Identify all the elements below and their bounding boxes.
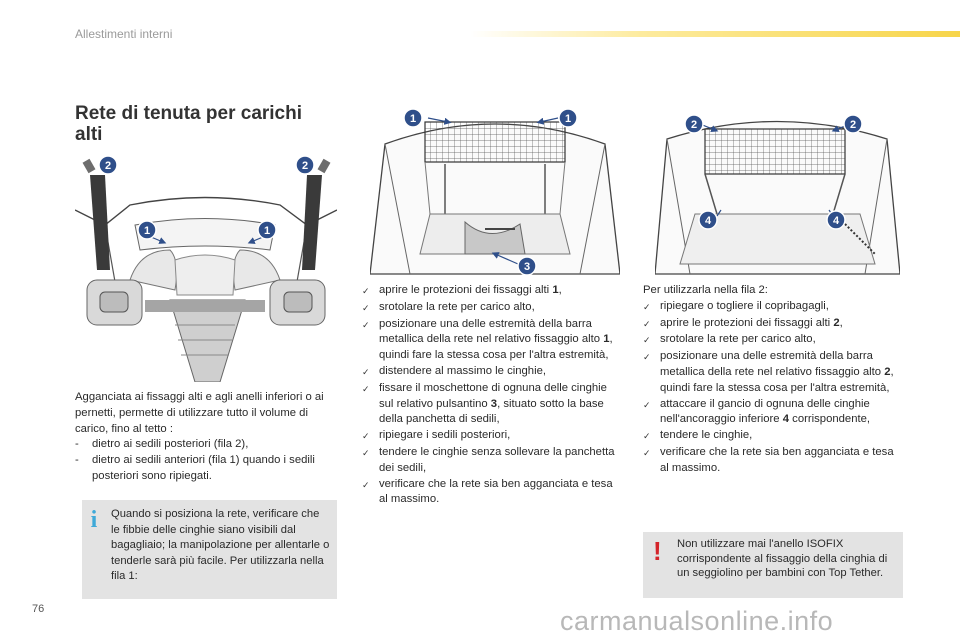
step-item	[362, 317, 620, 364]
checkbox-bullet-icon: ✓	[643, 301, 651, 312]
step-item	[362, 300, 620, 317]
step-text	[660, 332, 816, 349]
callout-1-left-label: 1	[143, 225, 151, 237]
row2-steps	[643, 283, 905, 477]
step-text-tail: ,	[558, 284, 562, 296]
intro-item-text: dietro ai sedili anteriori (fila 1) quando i sedili posteriori sono ripiegati.	[92, 454, 315, 482]
checkbox-bullet-icon: ✓	[643, 335, 651, 346]
step-text-main: srotolare la rete per carico alto,	[660, 333, 816, 346]
step-item	[362, 381, 620, 428]
dash-marker: -	[75, 454, 79, 467]
step-text	[660, 397, 905, 429]
warning-icon: !	[653, 536, 662, 566]
step-text-main: distendere al massimo le cinghie,	[379, 364, 547, 377]
checkbox-bullet-icon: ✓	[362, 479, 370, 490]
step-reference-number: 2	[833, 316, 840, 329]
step-text-main: posizionare una delle estremità della barra metallica della rete nel relativo fissaggio alto	[379, 317, 604, 346]
callout-2-right-label: 2	[849, 119, 857, 131]
step-item	[643, 299, 905, 316]
intro-item	[75, 453, 337, 485]
step-text	[660, 445, 905, 477]
step-item	[643, 445, 905, 477]
step-text-tail: , situato sotto la base della panchetta di sedili,	[379, 397, 604, 426]
illustration-row1-fixings	[75, 150, 337, 382]
step-item	[362, 364, 620, 381]
checkbox-bullet-icon: ✓	[643, 352, 651, 363]
step-item	[643, 316, 905, 333]
illustration-row2-net	[655, 104, 900, 276]
callout-2-left-label: 2	[104, 160, 112, 172]
checkbox-bullet-icon: ✓	[362, 366, 370, 377]
illustration-row1-net	[370, 104, 620, 276]
step-text	[379, 477, 620, 509]
step-text	[379, 364, 546, 381]
watermark: carmanualsonline.info	[560, 606, 834, 636]
callout-1-left-label: 1	[409, 113, 417, 125]
page-number: 76	[32, 603, 45, 615]
checkbox-bullet-icon: ✓	[362, 286, 370, 296]
step-text-main: posizionare una delle estremità della barra metallica della rete nel relativo fissaggio alto	[660, 350, 885, 378]
header-accent-band	[470, 31, 960, 37]
row2-step-list	[643, 299, 905, 477]
step-text	[660, 299, 829, 316]
section-header: Allestimenti interni	[75, 27, 173, 41]
step-item	[362, 283, 620, 300]
step-text	[660, 349, 905, 396]
callout-1-right-label: 1	[263, 225, 271, 237]
step-text-main: attaccare il gancio di ognuna delle cinghie nell'ancoraggio inferiore	[660, 397, 870, 426]
step-text-tail: ,	[839, 316, 843, 329]
info-icon: i	[90, 507, 98, 533]
step-text-main: verificare che la rete sia ben agganciata e tesa al massimo.	[660, 445, 894, 474]
step-text	[379, 445, 620, 477]
step-text-main: ripiegare o togliere il copribagagli,	[660, 299, 829, 312]
checkbox-bullet-icon: ✓	[643, 447, 651, 458]
callout-4-right-label: 4	[832, 215, 840, 227]
step-text-main: srotolare la rete per carico alto,	[379, 300, 535, 313]
checkbox-bullet-icon: ✓	[362, 431, 370, 442]
checkbox-bullet-icon: ✓	[362, 383, 370, 394]
step-item	[643, 428, 905, 445]
callout-2-left-label: 2	[690, 119, 698, 131]
step-text	[379, 283, 562, 300]
checkbox-bullet-icon: ✓	[643, 318, 651, 329]
checkbox-bullet-icon: ✓	[362, 302, 370, 313]
warning-note-text: Non utilizzare mai l'anello ISOFIX corrispondente al fissaggio della cinghia di un seggiolino per bambini con Top Tether.	[677, 538, 888, 579]
step-item	[362, 477, 620, 509]
step-text-main: aprire le protezioni dei fissaggi alti	[379, 284, 553, 296]
step-text-main: verificare che la rete sia ben agganciata e tesa al massimo.	[379, 477, 613, 506]
info-note-text: Quando si posiziona la rete, verificare che le fibbie delle cinghie siano visibili dal bagagliaio; la manipolazione per allentarle o tenderle sarà più facile. Per utilizzarla nella fila 1:	[111, 508, 330, 583]
step-text-tail: , quindi fare la stessa cosa per l'altra estremità,	[379, 333, 613, 362]
step-text	[379, 381, 620, 428]
step-reference-number: 1	[552, 284, 559, 296]
callout-4-left-label: 4	[704, 215, 712, 227]
step-item	[643, 332, 905, 349]
checkbox-bullet-icon: ✓	[643, 399, 651, 410]
intro-paragraph: Agganciata ai fissaggi alti e agli anelli inferiori o ai pernetti, permette di utilizzare tutto il volume di carico, fino al tetto :	[75, 391, 324, 435]
checkbox-bullet-icon: ✓	[643, 431, 651, 442]
warning-note	[643, 532, 903, 598]
checkbox-bullet-icon: ✓	[362, 319, 370, 330]
callout-1-right-label: 1	[564, 113, 572, 125]
checkbox-bullet-icon: ✓	[362, 447, 370, 458]
step-text	[660, 428, 752, 445]
step-reference-number: 4	[782, 413, 790, 426]
step-text	[379, 300, 535, 317]
step-text-main: tendere le cinghie senza sollevare la panchetta dei sedili,	[379, 445, 615, 474]
intro-section	[75, 390, 337, 485]
step-reference-number: 2	[884, 365, 891, 378]
step-text-tail: , quindi fare la stessa cosa per l'altra estremità,	[660, 365, 894, 394]
step-text	[660, 316, 843, 333]
step-text-main: ripiegare i sedili posteriori,	[379, 429, 511, 442]
row2-intro: Per utilizzarla nella fila 2:	[643, 284, 768, 296]
callout-2-right-label: 2	[301, 160, 309, 172]
dash-marker: -	[75, 438, 79, 451]
step-text	[379, 317, 620, 364]
info-note	[82, 500, 337, 599]
step-text-main: tendere le cinghie,	[660, 429, 753, 442]
row1-steps	[362, 283, 620, 508]
intro-item-text: dietro ai sedili posteriori (fila 2),	[92, 438, 249, 451]
step-text-main: aprire le protezioni dei fissaggi alti	[660, 316, 834, 329]
step-reference-number: 1	[603, 333, 610, 346]
step-text-tail: corrispondente,	[789, 413, 871, 426]
callout-3-label: 3	[523, 261, 531, 273]
step-text-main: fissare il moschettone di ognuna delle cinghie sul relativo pulsantino	[379, 381, 607, 410]
page-title: Rete di tenuta per carichi alti	[75, 103, 303, 145]
step-item	[362, 445, 620, 477]
intro-item	[75, 437, 337, 453]
step-item	[643, 349, 905, 396]
step-item	[362, 428, 620, 445]
step-item	[643, 397, 905, 429]
row1-step-list	[362, 283, 620, 508]
step-text	[379, 428, 510, 445]
step-reference-number: 3	[490, 397, 498, 410]
